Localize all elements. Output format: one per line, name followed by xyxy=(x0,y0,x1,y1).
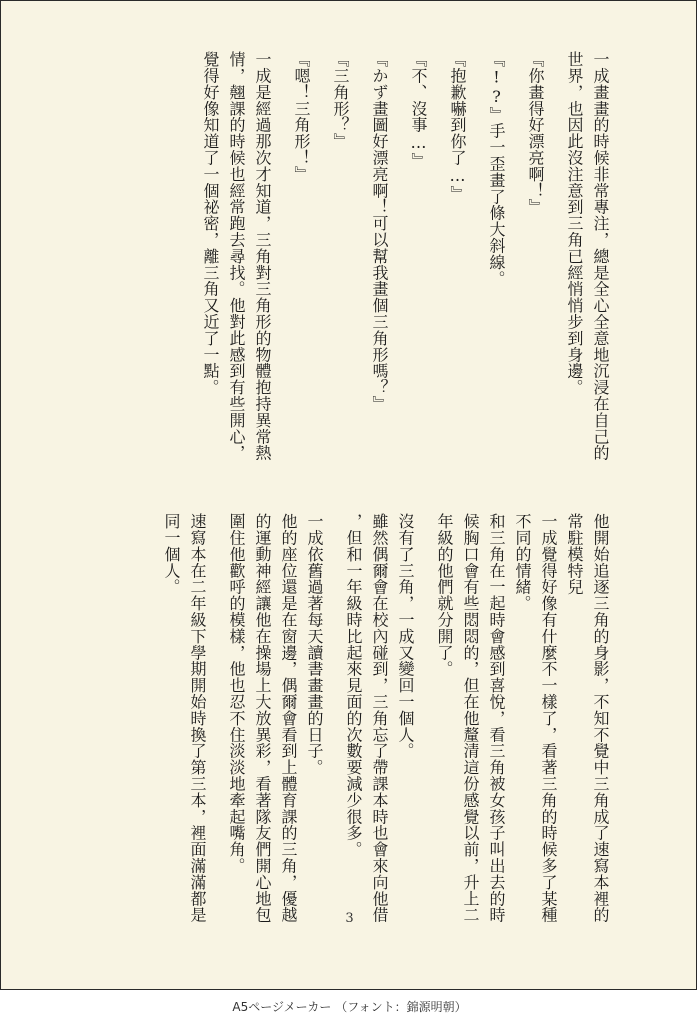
text-line: ，但和一年級時比起來見面的次數要減少很多。 xyxy=(344,513,363,858)
text-line: 『抱歉嚇到你了…』 xyxy=(448,51,467,202)
paragraph-gap xyxy=(509,51,522,471)
text-line: 一成覺得好像有什麼不一樣了，看著三角的時候多了某種 xyxy=(539,513,558,923)
text-line: 同一個人。 xyxy=(162,513,181,595)
paragraph-gap xyxy=(418,513,431,883)
text-line: 和三角在一起時會感到喜悅，看三角被女孩子叫出去的時 xyxy=(487,513,506,923)
text-line: 覺得好像知道了一個祕密，離三角又近了一點。 xyxy=(201,51,220,396)
text-line: 他的座位還是在窗邊，偶爾會看到上體育課的三角，優越 xyxy=(279,513,298,923)
text-line: 情，翹課的時候也經常跑去尋找。他對此感到有些開心， xyxy=(227,51,246,461)
paragraph-gap xyxy=(314,51,327,471)
paragraph-gap xyxy=(392,51,405,471)
text-line: 年級的他們就分開了。 xyxy=(435,513,454,677)
text-line: 不同的情緒。 xyxy=(513,513,532,612)
text-line: 『你畫得好漂亮啊！』 xyxy=(526,51,545,215)
text-line: 的運動神經讓他在操場上大放異彩，看著隊友們開心地包 xyxy=(253,513,272,923)
paragraph-gap xyxy=(327,513,340,883)
text-line: 世界，也因此沒注意到三角已經悄悄步到身邊。 xyxy=(565,51,584,396)
text-line: 圍住他歡呼的模樣，他也忍不住淡淡地牽起嘴角。 xyxy=(227,513,246,874)
footer-caption: A5ページメーカー （フォント：錦源明朝） xyxy=(232,1000,467,1014)
upper-text-block xyxy=(87,51,613,471)
paragraph-gap xyxy=(353,51,366,471)
text-line: 速寫本在二年級下學期開始時換了第三本，裡面滿滿都是 xyxy=(188,513,207,923)
page-number: 3 xyxy=(345,911,354,926)
text-line: 『!?』手一歪畫了條大斜線。 xyxy=(487,51,506,287)
text-line: 沒有了三角，一成又變回一個人。 xyxy=(396,513,415,759)
lower-text-block xyxy=(87,513,613,923)
text-line: 一成畫畫的時候非常專注，總是全心全意地沉浸在自己的 xyxy=(591,51,610,461)
text-line: 他開始追逐三角的身影，不知不覺中三角成了速寫本裡的 xyxy=(591,513,610,923)
text-line: 一成是經過那次才知道，三角對三角形的物體抱持異常熱 xyxy=(253,51,272,461)
text-line: 常駐模特兒 xyxy=(565,513,584,595)
text-line: 雖然偶爾會在校內碰到，三角忘了帶課本時也會來向他借 xyxy=(370,513,389,923)
text-line: 候胸口會有些悶悶的，但在他釐清這份感覺以前，升上二 xyxy=(461,513,480,923)
paragraph-gap xyxy=(431,51,444,471)
text-line: 『不、沒事…』 xyxy=(409,51,428,169)
text-line: 『嗯！三角形！』 xyxy=(292,51,311,183)
text-line: 『三角形？』 xyxy=(331,51,350,150)
text-line: 『かず畫圖好漂亮啊！可以幫我畫個三角形嗎？』 xyxy=(370,51,389,412)
text-line: 一成依舊過著每天讀書畫畫的日子。 xyxy=(305,513,324,776)
paragraph-gap xyxy=(210,513,223,883)
paragraph-gap xyxy=(275,51,288,471)
paragraph-gap xyxy=(548,51,561,471)
paragraph-gap xyxy=(470,51,483,471)
